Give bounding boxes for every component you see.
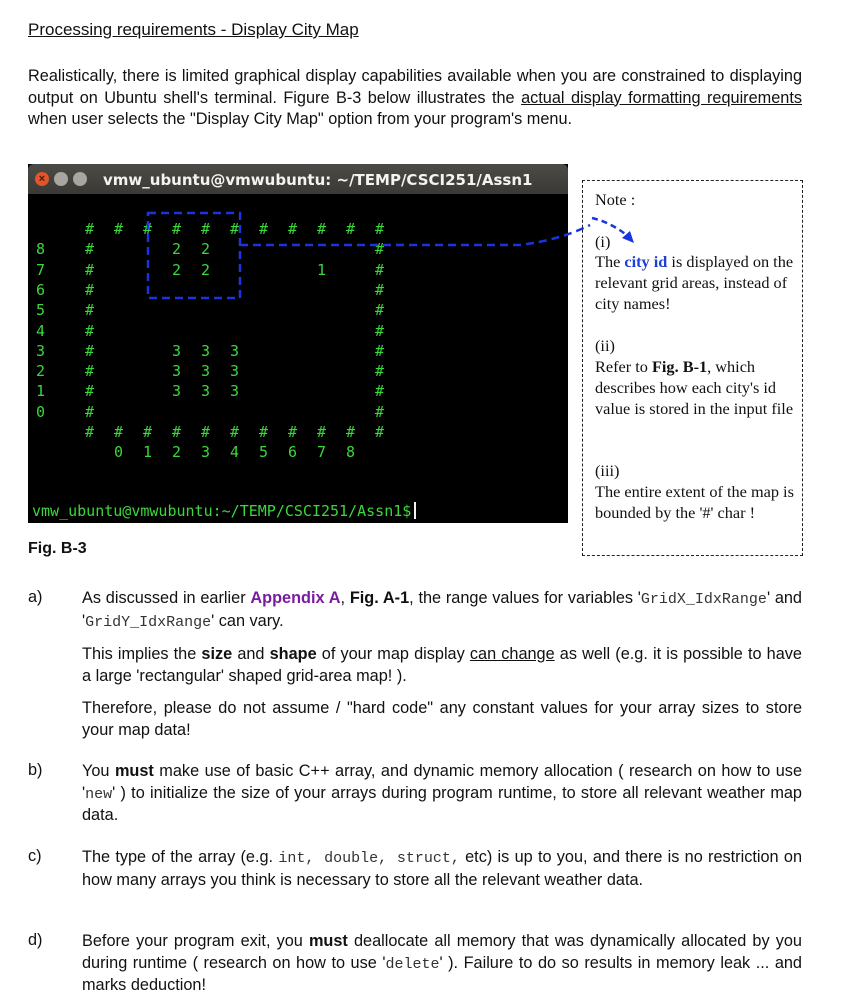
item-c-label: c) xyxy=(28,847,42,865)
border-char: # xyxy=(375,402,385,421)
y-axis-label: 3 xyxy=(36,341,46,360)
c-pre: The type of the array (e.g. xyxy=(82,848,279,866)
border-char: # xyxy=(375,260,385,279)
border-char: # xyxy=(346,220,356,238)
border-char: # xyxy=(85,220,95,238)
note-box xyxy=(582,180,803,556)
note-i-text xyxy=(595,251,795,314)
a-p1-mid: , xyxy=(340,589,350,607)
border-char: # xyxy=(172,220,182,238)
border-char: # xyxy=(85,341,95,360)
callout-line xyxy=(240,225,590,245)
x-axis-label: 0 xyxy=(114,443,124,462)
border-char: # xyxy=(375,423,385,441)
x-axis-label: 2 xyxy=(172,443,182,462)
item-b-label: b) xyxy=(28,761,43,779)
b-post: ' ) to initialize the size of your arrays during program runtime, to store all relevant weather map data. xyxy=(82,783,802,824)
border-char: # xyxy=(346,423,356,441)
note-i-number: (i) xyxy=(595,232,611,251)
item-d-paragraph xyxy=(82,931,802,997)
city-id-cell: 3 xyxy=(201,341,211,360)
d-must: must xyxy=(308,932,348,950)
border-char: # xyxy=(375,301,385,320)
border-char: # xyxy=(85,402,95,421)
x-axis-label: 1 xyxy=(143,443,153,462)
note-title: Note : xyxy=(595,190,636,209)
border-char: # xyxy=(375,240,385,259)
c-types: int, double, struct, xyxy=(278,850,460,867)
y-axis-label: 6 xyxy=(36,280,46,299)
b-mid: make use of basic C++ array, and dynamic memory allocation ( research on how to use ' xyxy=(82,762,802,802)
note-ii-post: , which describes how each city's id value is stored in the input file xyxy=(595,357,794,418)
border-char: # xyxy=(288,220,298,238)
y-axis-label: 8 xyxy=(36,240,46,259)
note-ii-pre: Refer to xyxy=(595,357,652,376)
x-axis-label: 5 xyxy=(259,443,269,462)
y-axis-label: 5 xyxy=(36,301,46,320)
x-axis-label: 8 xyxy=(346,443,356,462)
border-char: # xyxy=(259,423,269,441)
border-char: # xyxy=(375,220,385,238)
intro-link: actual display formatting requirements xyxy=(521,88,802,107)
item-a-paragraph-3: Therefore, please do not assume / "hard code" any constant values for your array sizes to store your map data! xyxy=(82,699,802,739)
a-p2-and: and xyxy=(232,645,270,663)
a-p2-post: as well (e.g. it is possible to have a large 'rectangular' shaped grid-area map! ). xyxy=(82,645,802,685)
border-char: # xyxy=(230,423,240,441)
d-post: ' ). Failure to do so results in memory leak ... and marks deduction! xyxy=(82,953,802,994)
c-post: etc) is up to you, and there is no restriction on how many arrays you think is necessary to store all the relevant weather data. xyxy=(82,848,802,889)
border-char: # xyxy=(114,220,124,238)
y-axis-label: 4 xyxy=(36,321,46,340)
border-char: # xyxy=(114,423,124,441)
y-axis-label: 0 xyxy=(36,402,46,421)
border-char: # xyxy=(288,423,298,441)
city-id-cell: 3 xyxy=(201,362,211,381)
a-p2-change: can change xyxy=(469,645,555,663)
prompt-text: vmw_ubuntu@vmwubuntu:~/TEMP/CSCI251/Assn1$ xyxy=(32,502,412,520)
border-char: # xyxy=(85,321,95,340)
border-char: # xyxy=(143,423,153,441)
item-c-paragraph xyxy=(82,847,802,891)
figure-label: Fig. B-3 xyxy=(28,540,87,557)
border-char: # xyxy=(317,423,327,441)
city-id-cell: 1 xyxy=(317,260,327,279)
item-d-label: d) xyxy=(28,931,43,949)
border-char: # xyxy=(85,382,95,401)
note-iii-text: The entire extent of the map is bounded by the '#' char ! xyxy=(595,482,794,522)
a-p1-and: ' and ' xyxy=(82,589,802,630)
border-char: # xyxy=(201,423,211,441)
d-delete-keyword: delete xyxy=(385,955,440,973)
b-new-keyword: new xyxy=(85,785,113,803)
border-char: # xyxy=(85,240,95,259)
item-b-paragraph xyxy=(82,761,802,827)
a-p1-mid2: , the range values for variables ' xyxy=(409,589,641,607)
city-id-cell: 3 xyxy=(172,341,182,360)
a-p1-pre: As discussed in earlier xyxy=(82,589,251,607)
border-char: # xyxy=(375,280,385,299)
city-id-cell: 2 xyxy=(172,240,182,259)
city-id-cell: 3 xyxy=(172,362,182,381)
b-must: must xyxy=(114,762,154,780)
item-a-paragraph-1 xyxy=(82,588,802,633)
note-i-post: is displayed on the relevant grid areas, instead of city names! xyxy=(595,252,794,313)
border-char: # xyxy=(375,321,385,340)
border-char: # xyxy=(317,220,327,238)
border-char: # xyxy=(172,423,182,441)
border-char: # xyxy=(143,220,153,238)
intro-text-end: when user selects the "Display City Map" option from your program's menu. xyxy=(28,110,573,128)
gridy-var: GridY_IdxRange xyxy=(85,613,212,631)
terminal-title: vmw_ubuntu@vmwubuntu: ~/TEMP/CSCI251/Assn1 xyxy=(103,171,533,189)
a-p1-post: ' can vary. xyxy=(211,611,284,630)
border-char: # xyxy=(259,220,269,238)
note-ii-number: (ii) xyxy=(595,336,615,355)
border-char: # xyxy=(85,423,95,441)
note-i-bold: city id xyxy=(624,252,668,271)
x-axis-label: 6 xyxy=(288,443,298,462)
city-id-cell: 3 xyxy=(172,382,182,401)
highlight-box xyxy=(148,213,240,298)
border-char: # xyxy=(375,341,385,360)
border-char: # xyxy=(85,362,95,381)
city-id-cell: 2 xyxy=(172,260,182,279)
city-id-cell: 3 xyxy=(230,362,240,381)
appendix-a-ref: Appendix A xyxy=(250,589,341,607)
border-char: # xyxy=(201,220,211,238)
a-p2-shape: shape xyxy=(269,645,317,663)
x-axis-label: 4 xyxy=(230,443,240,462)
fig-a1-ref: Fig. A-1 xyxy=(349,589,410,607)
y-axis-label: 1 xyxy=(36,382,46,401)
item-a-label: a) xyxy=(28,588,43,606)
section-heading: Processing requirements - Display City Map xyxy=(28,20,359,39)
border-char: # xyxy=(375,362,385,381)
border-char: # xyxy=(375,382,385,401)
note-i-pre: The xyxy=(595,252,625,271)
x-axis-label: 7 xyxy=(317,443,327,462)
note-ii-text xyxy=(595,356,795,419)
note-iii-number: (iii) xyxy=(595,461,620,480)
city-id-cell: 3 xyxy=(230,341,240,360)
a-p2-size: size xyxy=(201,645,233,663)
d-mid: deallocate all memory that was dynamically allocated by you during runtime ( research on how to use ' xyxy=(82,932,802,972)
border-char: # xyxy=(85,260,95,279)
a-p2-mid: of your map display xyxy=(316,645,470,663)
y-axis-label: 2 xyxy=(36,362,46,381)
gridx-var: GridX_IdxRange xyxy=(640,591,767,608)
d-pre: Before your program exit, you xyxy=(82,932,309,950)
b-pre: You xyxy=(82,762,115,780)
y-axis-label: 7 xyxy=(36,260,46,279)
city-id-cell: 2 xyxy=(201,260,211,279)
x-axis-label: 3 xyxy=(201,443,211,462)
border-char: # xyxy=(85,280,95,299)
note-ii-bold: Fig. B-1 xyxy=(651,357,708,376)
city-id-cell: 3 xyxy=(230,382,240,401)
border-char: # xyxy=(85,301,95,320)
intro-text-start: Realistically, there is limited graphical display capabilities available when you are constrained to displaying output on Ubuntu shell's terminal. Figure B-3 below illustrates the xyxy=(28,67,802,107)
city-id-cell: 2 xyxy=(201,240,211,259)
item-a-paragraph-2 xyxy=(82,644,802,687)
border-char: # xyxy=(230,220,240,238)
a-p2-pre: This implies the xyxy=(82,645,202,663)
close-icon[interactable]: × xyxy=(35,172,49,186)
city-id-cell: 3 xyxy=(201,382,211,401)
